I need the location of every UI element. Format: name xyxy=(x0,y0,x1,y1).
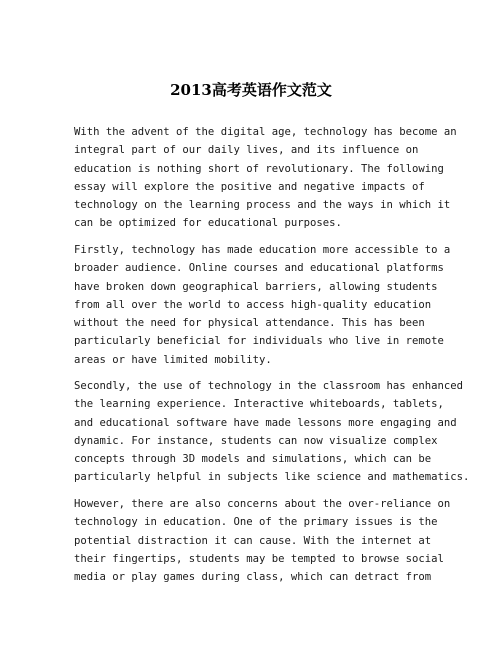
text-line: technology on the learning process and the ways in which it xyxy=(74,199,451,211)
text-line: particularly beneficial for individuals who live in remote xyxy=(74,335,444,348)
text-line: the learning experience. Interactive whiteboards, tablets, xyxy=(74,398,444,411)
text-line: technology in education. One of the primary issues is the xyxy=(74,516,438,529)
text-line: can be optimized for educational purposes. xyxy=(74,217,342,230)
text-line: from all over the world to access high-quality education xyxy=(74,298,432,311)
text-line: education is nothing short of revolutionary. The following xyxy=(74,162,444,175)
paragraph-3 xyxy=(74,377,474,487)
text-line: Firstly, technology has made education more accessible to a xyxy=(74,244,451,256)
text-line: Secondly, the use of technology in the classroom has enhanced xyxy=(74,380,464,392)
text-line: dynamic. For instance, students can now visualize complex xyxy=(74,434,438,447)
text-line: without the need for physical attendance. This has been xyxy=(74,317,425,329)
text-line: integral part of our daily lives, and its influence on xyxy=(74,144,419,157)
paragraph-2 xyxy=(74,241,474,369)
text-line: essay will explore the positive and negative impacts of xyxy=(74,180,425,193)
text-line: particularly helpful in subjects like science and mathematics. xyxy=(74,471,470,484)
text-line: potential distraction it can cause. With the internet at xyxy=(74,534,432,547)
document-title: 2013高考英语作文范文 xyxy=(170,81,332,99)
text-line: media or play games during class, which can detract from xyxy=(74,571,432,583)
text-line: and educational software have made lessons more engaging and xyxy=(74,416,457,429)
text-line: With the advent of the digital age, technology has become an xyxy=(74,126,457,138)
text-line: broader audience. Online courses and educational platforms xyxy=(74,262,444,275)
text-line: their fingertips, students may be tempted to browse social xyxy=(74,552,444,565)
text-line: have broken down geographical barriers, allowing students xyxy=(74,280,438,293)
paragraph-4 xyxy=(74,495,474,586)
text-line: However, there are also concerns about the over-reliance on xyxy=(74,498,451,510)
text-line: concepts through 3D models and simulations, which can be xyxy=(74,453,432,465)
text-line: areas or have limited mobility. xyxy=(74,353,272,366)
paragraph-1 xyxy=(74,123,474,233)
